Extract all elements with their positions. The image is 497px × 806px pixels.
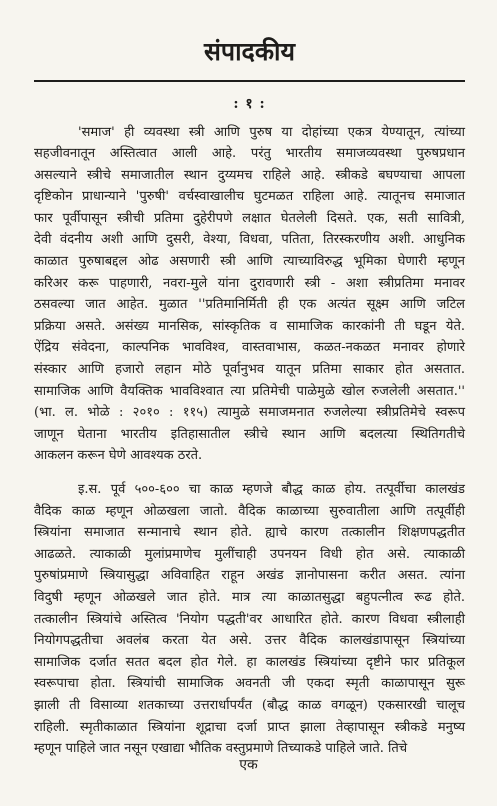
text-line: नियोगपद्धतीचा अवलंब करता येत असे. उत्तर वैदिक कालखंडापासून स्त्रियांच्या — [34, 633, 465, 649]
text-line: दृष्टिकोन प्राधान्याने 'पुरुषी' वर्चस्वाखालीच घुटमळत राहिला आहे. त्यातूनच समाजात — [34, 189, 465, 205]
text-line: 'समाज' ही व्यवस्था स्त्री आणि पुरुष या दोहांच्या एकत्र येण्यातून, त्यांच्या — [78, 124, 465, 140]
text-line: ठसवल्या जात आहेत. मुळात ''प्रतिमानिर्मिती ही एक अत्यंत सूक्ष्म आणि जटिल — [34, 297, 465, 313]
text-line: प्रक्रिया असते. असंख्य मानसिक, सांस्कृतिक व सामाजिक कारकांनी ती घडून येते. — [34, 318, 465, 334]
text-line: संस्कार आणि हजारो लहान मोठे पूर्वानुभव यातून प्रतिमा साकार होत असतात. — [34, 362, 465, 378]
text-line: सामाजिक आणि वैयक्तिक भावविश्वात त्या प्रतिमेची पाळेमुळे खोल रुजलेली असतात.'' — [34, 383, 465, 399]
text-line: तत्कालीन स्त्रियांचे अस्तित्व 'नियोग पद्धती'वर आधारित होते. कारण विधवा स्त्रीलाही — [34, 611, 465, 627]
text-line: झाली ती विसाव्या शतकाच्या उत्तरार्धापर्यंत (बौद्ध काळ वगळून) एकसारखी चालूच — [34, 697, 465, 713]
text-line: इ.स. पूर्व ५००-६०० चा काळ म्हणजे बौद्ध काळ होय. तत्पूर्वीचा कालखंड — [78, 482, 465, 497]
page-title: संपादकीय — [203, 37, 296, 66]
text-line: म्हणून पाहिले जात नसून एखाद्या भौतिक वस्तुप्रमाणे तिच्याकडे पाहिले जाते. तिचे — [34, 741, 408, 757]
paragraph-2 — [34, 479, 465, 760]
paragraph-1 — [34, 122, 465, 468]
text-line: राहिली. स्मृतीकाळात स्त्रियांना शूद्राचा दर्जा प्राप्त झाला तेव्हापासून स्त्रीकडे मनुष्य — [34, 719, 465, 735]
text-line: सहजीवनातून अस्तित्वात आली आहे. परंतु भारतीय समाजव्यवस्था पुरुषप्रधान — [34, 146, 465, 162]
text-line: स्त्रियांना समाजात सन्मानाचे स्थान होते. ह्याचे कारण तत्कालीन शिक्षणपद्धतीत — [34, 525, 465, 541]
text-line: काळात पुरुषाबद्दल ओढ असणारी स्त्री आणि त्याच्याविरुद्ध भूमिका घेणारी म्हणून — [34, 254, 465, 270]
text-line: आढळते. त्याकाळी मुलांप्रमाणेच मुलींचाही उपनयन विधी होत असे. त्याकाळी — [34, 546, 465, 562]
text-line: सामाजिक दर्जात सतत बदल होत गेले. हा कालखंड स्त्रियांच्या दृष्टीने फार प्रतिकूल — [34, 654, 465, 670]
text-line: असल्याने स्त्रीचे समाजातील स्थान दुय्यमच राहिले आहे. स्त्रीकडे बघण्याचा आपला — [34, 167, 465, 183]
text-line: विदुषी म्हणून ओळखले जात होते. मात्र त्या काळातसुद्धा बहुपत्नीत्व रूढ होते. — [34, 589, 465, 605]
text-line: आकलन करून घेणे आवश्यक ठरते. — [34, 448, 203, 464]
title-rule — [34, 80, 465, 82]
section-marker: : १ : — [233, 95, 266, 112]
text-line: पुरुषांप्रमाणे स्त्रियासुद्धा अविवाहित राहून अखंड ज्ञानोपासना करीत असत. त्यांना — [34, 568, 465, 584]
text-line: जाणून घेताना भारतीय इतिहासातील स्त्रीचे स्थान आणि बदलत्या स्थितिगतीचे — [34, 426, 465, 442]
text-line: वैदिक काळ म्हणून ओळखला जातो. वैदिक काळाच्या सुरुवातीला आणि तत्पूर्वीही — [34, 503, 465, 519]
text-line: (भा. ल. भोळे : २०१० : ११५) त्यामुळे समाजमनात रुजलेल्या स्त्रीप्रतिमेचे स्वरूप — [34, 405, 465, 421]
text-line: फार पूर्वीपासून स्त्रीची प्रतिमा दुहेरीपणे लक्षात घेतलेली दिसते. एक, सती सावित्री, — [34, 210, 465, 226]
text-line: ऐंद्रिय संवेदना, काल्पनिक भावविश्व, वास्तवाभास, कळत-नकळत मनावर होणारे — [34, 340, 465, 356]
text-line: देवी वंदनीय अशी आणि दुसरी, वेश्या, विधवा, पतिता, तिरस्करणीय अशी. आधुनिक — [34, 232, 465, 248]
text-line: स्वरूपाचा होता. स्त्रियांची सामाजिक अवनती जी एकदा स्मृती काळापासून सुरू — [34, 676, 465, 692]
text-line: करिअर करू पाहणारी, नवरा-मुले यांना दुरावणारी स्त्री - अशा स्त्रीप्रतिमा मनावर — [34, 275, 465, 291]
page-number: एक — [239, 757, 258, 773]
